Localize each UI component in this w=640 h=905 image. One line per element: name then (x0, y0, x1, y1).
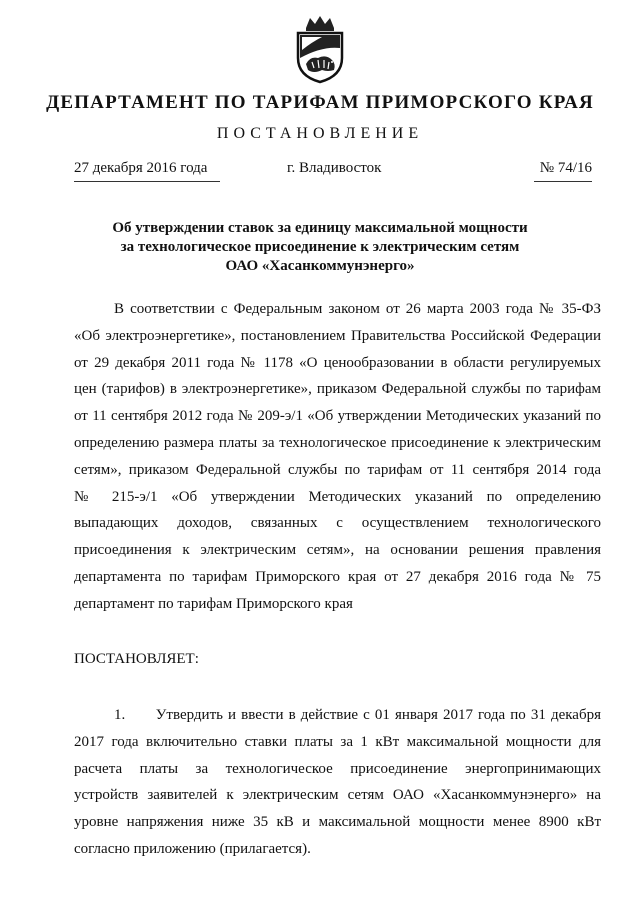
paragraph-line: сетям», приказом Федеральной службы по тарифам от 11 сентября 2014 года (74, 461, 601, 478)
paragraph-line: цен (тарифов) в электроэнергетике», приказом Федеральной службы по тарифам (74, 381, 601, 398)
paragraph-line: устройств заявителей к электрическим сетям ОАО «Хасанкоммунэнерго» на (74, 787, 601, 804)
preamble-paragraph (74, 296, 601, 618)
paragraph-line: расчета платы за технологическое присоединение энергопринимающих (74, 760, 601, 777)
paragraph-line: уровне напряжения ниже 35 кВ и максимальной мощности менее 8900 кВт (74, 814, 601, 831)
primorsky-krai-coat-of-arms-icon (292, 14, 348, 84)
subject-line: ОАО «Хасанкоммунэнерго» (225, 258, 415, 274)
paragraph-line: определению размера платы за технологическое присоединение к электрическим (74, 434, 601, 451)
paragraph-line: от 29 декабря 2011 года № 1178 «О ценообразовании в области регулируемых (74, 354, 601, 371)
department-title: ДЕПАРТАМЕНТ ПО ТАРИФАМ ПРИМОРСКОГО КРАЯ (46, 92, 594, 113)
paragraph-line: департамента по тарифам Приморского края от 27 декабря 2016 года № 75 (74, 568, 601, 585)
paragraph-line: согласно приложению (прилагается). (74, 840, 311, 857)
paragraph-line: департамент по тарифам Приморского края (74, 595, 353, 612)
paragraph-line: 2017 года включительно ставки платы за 1 кВт максимальной мощности для (74, 733, 601, 750)
subject-line: за технологическое присоединение к электрическим сетям (120, 239, 520, 255)
paragraph-line: № 215-э/1 «Об утверждении Методических указаний по определению (74, 488, 601, 505)
paragraph-line: выпадающих доходов, связанных с осуществлением технологического (74, 515, 601, 532)
paragraph-line: 1. Утвердить и ввести в действие с 01 января 2017 года по 31 декабря (114, 707, 601, 723)
paragraph-line: «Об электроэнергетике», постановлением Правительства Российской Федерации (74, 327, 601, 344)
item-1-paragraph (74, 702, 601, 863)
document-number: № 74/16 (534, 160, 592, 182)
decree-word: ПОСТАНОВЛЯЕТ: (74, 651, 199, 667)
document-type: ПОСТАНОВЛЕНИЕ (216, 125, 424, 142)
document-date: 27 декабря 2016 года (74, 160, 220, 182)
document-subject (0, 219, 640, 276)
paragraph-line: от 11 сентября 2012 года № 209-э/1 «Об утверждении Методических указаний по (74, 408, 601, 425)
paragraph-line: В соответствии с Федеральным законом от 26 марта 2003 года № 35-ФЗ (114, 301, 601, 317)
document-city: г. Владивосток (287, 160, 382, 176)
paragraph-line: присоединения к электрическим сетям», на основании решения правления (74, 542, 601, 559)
subject-line: Об утверждении ставок за единицу максимальной мощности (112, 220, 528, 236)
